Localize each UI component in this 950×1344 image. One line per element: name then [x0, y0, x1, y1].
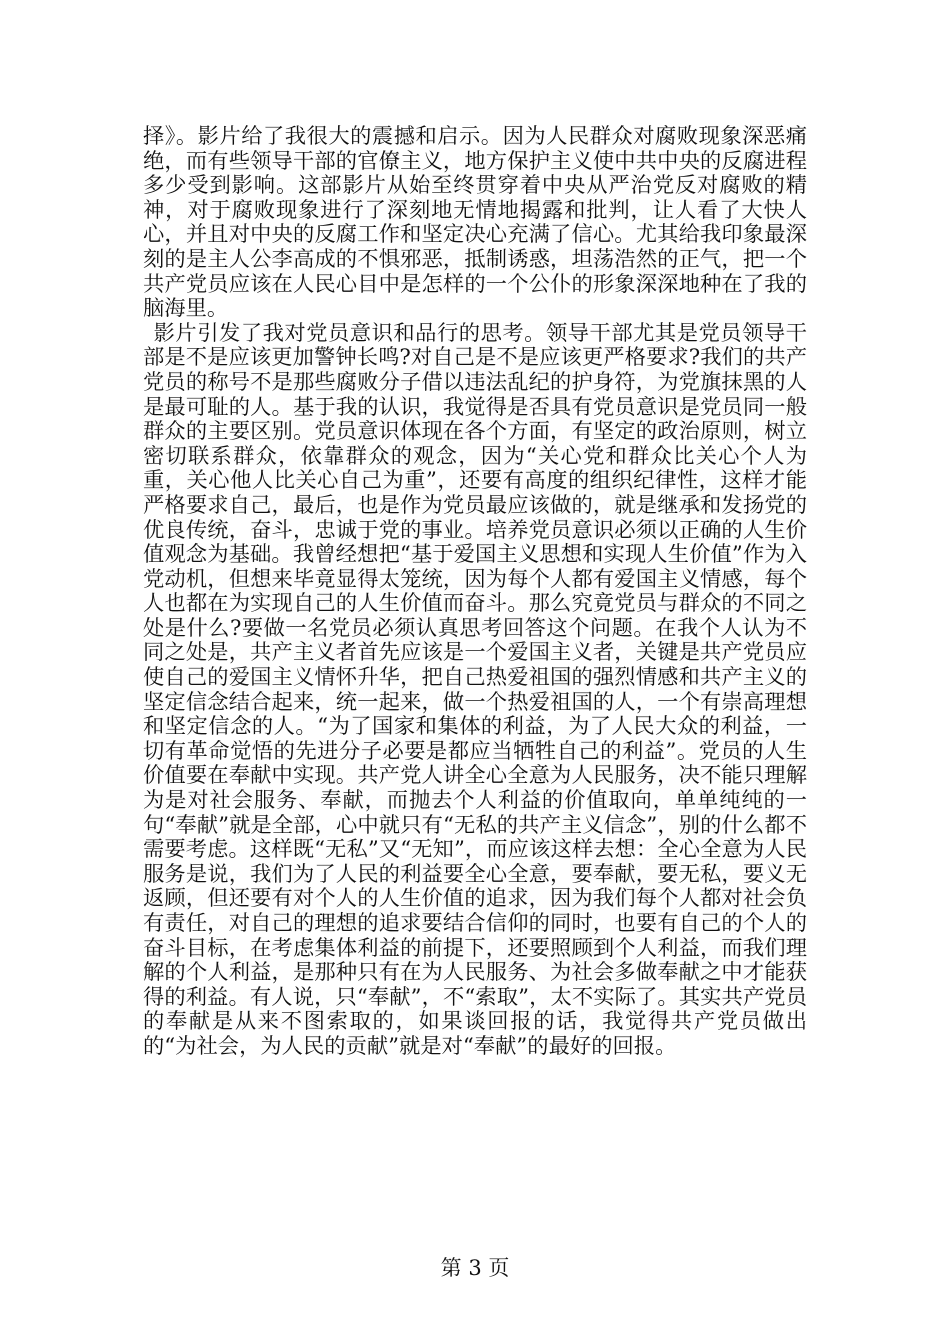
page-number-footer: 第 3 页 [440, 1256, 510, 1280]
paragraph-1: 择》。影片给了我很大的震撼和启示。因为人民群众对腐败现象深恶痛绝，而有些领导干部的官僚主义，地方保护主义使中共中央的反腐进程多少受到影响。这部影片从始至终贯穿着中央从严治党反对腐败的精神，对于腐败现象进行了深刻地无情地揭露和批判，让人看了大快人心，并且对中央的反腐工作和坚定决心充满了信心。尤其给我印象最深刻的是主人公李高成的不惧邪恶，抵制诱惑，坦荡浩然的正气，把一个共产党员应该在人民心目中是怎样的一个公仆的形象深深地种在了我的脑海里。 [143, 124, 807, 322]
document-body [143, 125, 807, 1060]
paragraph-2: 影片引发了我对党员意识和品行的思考。领导干部尤其是党员领导干部是不是应该更加警钟长鸣?对自己是不是应该更严格要求?我们的共产党员的称号不是那些腐败分子借以违法乱纪的护身符，为党旗抹黑的人是最可耻的人。基于我的认识，我觉得是否具有党员意识是党员同一般群众的主要区别。党员意识体现在各个方面，有坚定的政治原则，树立密切联系群众，依靠群众的观念，因为“关心党和群众比关心个人为重，关心他人比关心自己为重”，还要有高度的组织纪律性，这样才能严格要求自己，最后，也是作为党员最应该做的，就是继承和发扬党的优良传统，奋斗，忠诚于党的事业。培养党员意识必须以正确的人生价值观念为基础。我曾经想把“基于爱国主义思想和实现人生价值”作为入党动机，但想来毕竟显得太笼统，因为每个人都有爱国主义情感，每个人也都在为实现自己的人生价值而奋斗。那么究竟党员与群众的不同之处是什么?要做一名党员必须认真思考回答这个问题。在我个人认为不同之处是，共产主义者首先应该是一个爱国主义者，关键是共产党员应使自己的爱国主义情怀升华，把自己热爱祖国的强烈情感和共产主义的坚定信念结合起来，统一起来，做一个热爱祖国的人，一个有崇高理想和坚定信念的人。“为了国家和集体的利益，为了人民大众的利益，一切有革命觉悟的先进分子必要是都应当牺牲自己的利益”。党员的人生价值要在奉献中实现。共产党人讲全心全意为人民服务，决不能只理解为是对社会服务、奉献，而抛去个人利益的价值取向，单单纯纯的一句“奉献”就是全部，心中就只有“无私的共产主义信念”，别的什么都不需要考虑。这样既“无私”又“无知”，而应该这样去想：全心全意为人民服务是说，我们为了人民的利益要全心全意，要奉献，要无私，要义无返顾，但还要有对个人的人生价值的追求，因为我们每个人都对社会负有责任，对自己的理想的追求要结合信仰的同时，也要有自己的个人的奋斗目标，在考虑集体利益的前提下，还要照顾到个人利益，而我们理解的个人利益，是那种只有在为人民服务、为社会多做奉献之中才能获得的利益。有人说，只“奉献”，不“索取”，太不实际了。其实共产党员的奉献是从来不图索取的，如果谈回报的话，我觉得共产党员做出的“为社会，为人民的贡献”就是对“奉献”的最好的回报。 [143, 320, 807, 1059]
